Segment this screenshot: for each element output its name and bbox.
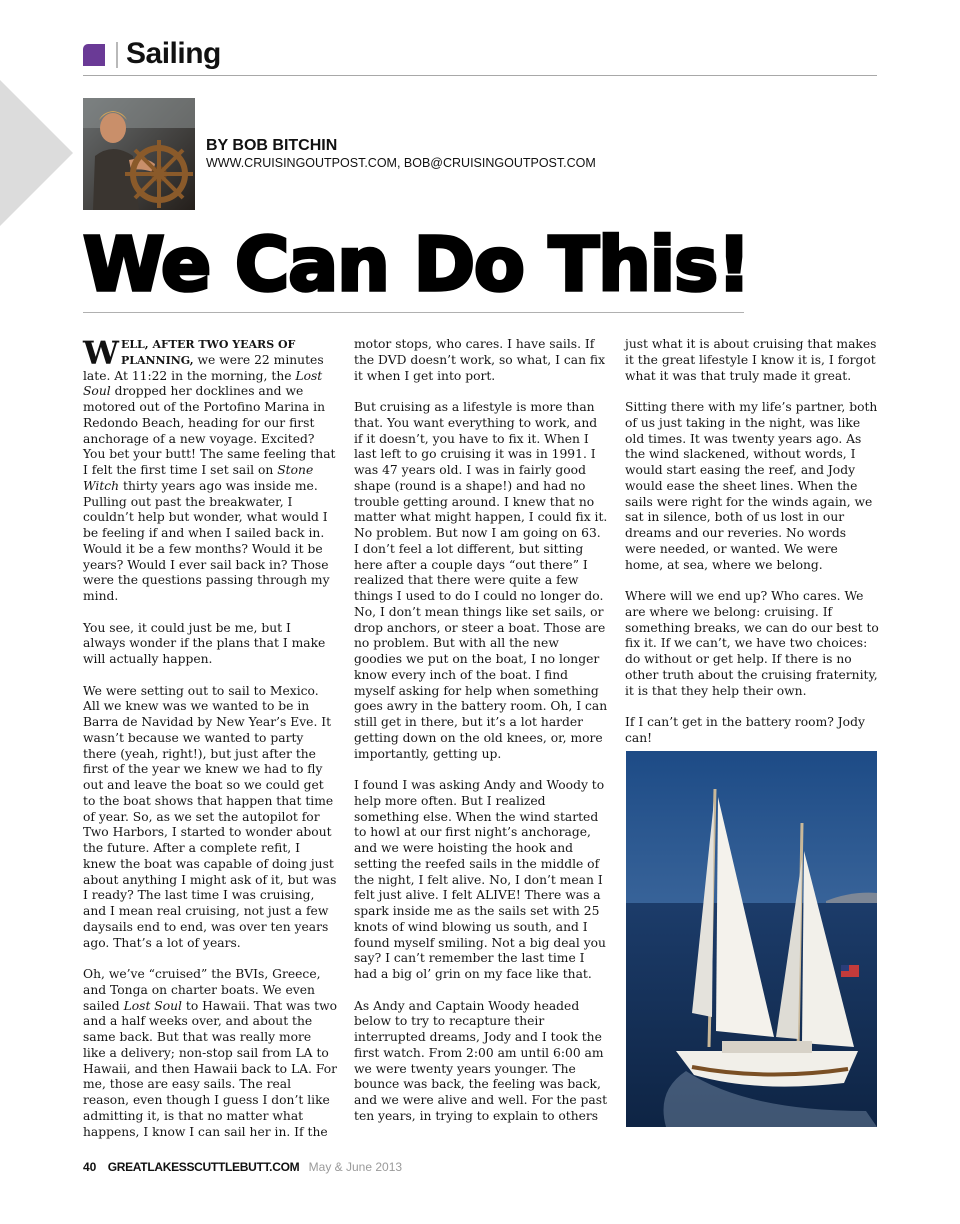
paragraph: Oh, we’ve “cruised” the BVIs, Greece, and Tonga on charter boats. We even sailed Lost Soul to Hawaii. That was two and a half weeks over, and about the same back. But that was really more like a delivery; non-stop sail from LA to Hawaii, and then Hawaii back to LA. For me, those are easy sails. The real reason, even though I guess I don’t like admitting it, is that no matter what happens, I know I can sail her in. If the bbox=[83, 967, 338, 1139]
lead-in: ELL, AFTER TWO YEARS OF PLANNING, bbox=[120, 338, 296, 367]
paragraph: You see, it could just be me, but I always wonder if the plans that I make will actually happen. bbox=[83, 620, 326, 666]
author-photo bbox=[83, 98, 195, 210]
author-contact: WWW.CRUISINGOUTPOST.COM, BOB@CRUISINGOUTPOST.COM bbox=[206, 156, 596, 170]
paragraph: just what it is about cruising that makes it the great lifestyle I know it is, I forgot what it was that truly made it great. bbox=[625, 337, 877, 383]
paragraph: If I can’t get in the battery room? Jody can! bbox=[625, 715, 865, 745]
drop-cap: W bbox=[83, 334, 119, 372]
article-headline: We Can Do This! bbox=[83, 222, 750, 308]
paragraph: I found I was asking Andy and Woody to help more often. But I realized something else. When the wind started to howl at our first night’s anchorage, and we were hoisting the hook and setting the reefed sails in the middle of the night, I felt alive. No, I don’t mean I felt just alive. I felt ALIVE! There was a spark inside me as the sails set with 25 knots of wind blowing us south, and I found myself smiling. Not a big deal you say? I can’t remember the last time I had a big ol’ grin on my face like that. bbox=[354, 778, 606, 981]
article-column-2 bbox=[354, 337, 608, 1140]
section-divider-bar bbox=[116, 42, 118, 68]
page-number: 40 bbox=[83, 1160, 97, 1174]
decorative-side-triangle bbox=[0, 80, 73, 226]
sailboat-photo bbox=[626, 751, 877, 1127]
boat-name: Stone Witch bbox=[83, 463, 314, 493]
boat-name: Lost Soul bbox=[123, 998, 182, 1013]
boat-name: Lost Soul bbox=[83, 368, 323, 399]
section-color-square bbox=[83, 44, 105, 66]
paragraph: We were setting out to sail to Mexico. All we knew was we wanted to be in Barra de Navidad by New Year’s Eve. It wasn’t because we wanted to party there (yeah, right!), but just after the first of the year we knew we had to fly out and leave the boat so we could get to the boat shows that happen that time of year. So, as we set the autopilot for Two Harbors, I started to wonder about the future. After a complete refit, I knew the boat was capable of doing just about anything I might ask of it, but was I ready? The last time I was cruising, and I mean real cruising, not just a few daysails end to end, was over ten years ago. That’s a lot of years. bbox=[83, 683, 337, 950]
paragraph: But cruising as a lifestyle is more than that. You want everything to work, and if it doesn’t, you have to fix it. When I last left to go cruising it was in 1991. I was 47 years old. I was in fairly good shape (round is a shape!) and had no trouble getting around. I knew that no matter what might happen, I could fix it. No problem. But now I am going on 63. I don’t feel a lot different, but sitting here after a couple days “out there” I realized that there were quite a few things I used to do I could no longer do. No, I don’t mean things like set sails, or drop anchors, or steer a boat. Those are no problem. But with all the new goodies we put on the boat, I no longer know every inch of the boat. I find myself asking for help when something goes awry in the battery room. Oh, I can still get in there, but it’s a lot harder getting down on the old knees, or, more importantly, getting up. bbox=[354, 400, 608, 761]
paragraph: As Andy and Captain Woody headed below to try to recapture their interrupted dreams, Jody and I took the first watch. From 2:00 am until 6:00 am we were twenty years younger. The bounce was back, the feeling was back, and we were alive and well. For the past ten years, in trying to explain to others bbox=[354, 998, 608, 1123]
footer-site: GREATLAKESSCUTTLEBUTT.COM bbox=[107, 1160, 300, 1174]
issue-date: May & June 2013 bbox=[308, 1160, 403, 1174]
header-rule bbox=[83, 75, 877, 76]
headline-rule bbox=[83, 312, 744, 313]
article-column-1 bbox=[83, 334, 338, 1156]
byline: BY BOB BITCHIN bbox=[206, 137, 338, 154]
page-footer bbox=[83, 1160, 402, 1174]
paragraph: WELL, AFTER TWO YEARS OF PLANNING, we were 22 minutes late. At 11:22 in the morning, the Lost Soul dropped her docklines and we motored out of the Portofino Marina in Redondo Beach, heading for our first anchorage of a new voyage. Excited? You bet your butt! The same feeling that I felt the first time I set sail on Stone Witch thirty years ago was inside me. Pulling out past the breakwater, I couldn’t help but wonder, what would I be feeling if and when I sailed back in. Would it be a few months? Would it be years? Would I ever sail back in? Those were the questions passing through my mind. bbox=[83, 334, 336, 603]
paragraph: Where will we end up? Who cares. We are where we belong: cruising. If something breaks, we can do our best to fix it. If we can’t, we have two choices: do without or get help. If there is no other truth about the cruising fraternity, it is that they help their own. bbox=[625, 589, 879, 698]
section-header bbox=[83, 38, 877, 72]
paragraph: motor stops, who cares. I have sails. If the DVD doesn’t work, so what, I can fix it when I get into port. bbox=[354, 337, 606, 383]
paragraph: Sitting there with my life’s partner, both of us just taking in the night, was like old times. It was twenty years ago. As the wind slackened, without words, I would start easing the reef, and Jody would ease the sheet lines. When the sails were right for the winds again, we sat in silence, both of us lost in our dreams and our reveries. No words were needed, or wanted. We were home, at sea, where we belong. bbox=[625, 400, 878, 572]
section-title: Sailing bbox=[126, 37, 221, 70]
article-column-3 bbox=[625, 337, 879, 762]
